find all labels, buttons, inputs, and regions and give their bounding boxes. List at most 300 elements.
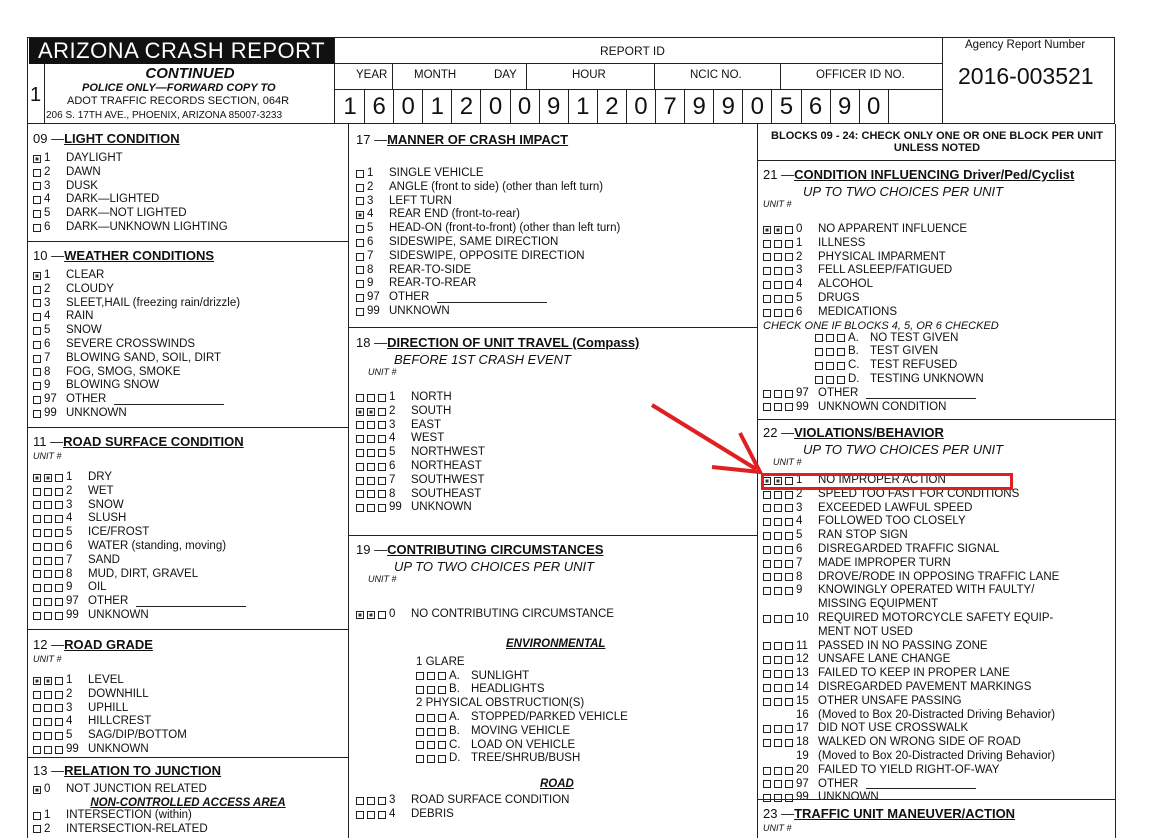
checkbox[interactable] <box>378 811 386 819</box>
checkbox[interactable] <box>55 529 63 537</box>
checkbox[interactable] <box>785 780 793 788</box>
option-row <box>763 401 1111 415</box>
checkbox[interactable] <box>774 573 782 581</box>
checkbox[interactable] <box>367 811 375 819</box>
checkbox[interactable] <box>33 410 41 418</box>
checkbox[interactable] <box>44 557 52 565</box>
checkbox[interactable] <box>33 515 41 523</box>
checkbox[interactable] <box>774 656 782 664</box>
checkbox[interactable] <box>774 725 782 733</box>
checkbox[interactable] <box>33 488 41 496</box>
option-label: LOAD ON VEHICLE <box>471 738 576 751</box>
checkbox[interactable] <box>44 732 52 740</box>
checkbox[interactable] <box>55 718 63 726</box>
checkbox[interactable] <box>44 612 52 620</box>
checkbox[interactable] <box>785 656 793 664</box>
checkbox[interactable] <box>826 362 834 370</box>
checkbox[interactable] <box>356 449 364 457</box>
option-number: 8 <box>367 263 374 276</box>
checkbox[interactable] <box>367 408 375 416</box>
checkbox[interactable] <box>33 612 41 620</box>
other-blank-field[interactable] <box>136 597 246 607</box>
checkbox[interactable] <box>367 394 375 402</box>
option-row <box>763 571 1111 585</box>
divider <box>526 63 527 89</box>
option-number: 5 <box>44 324 51 337</box>
checkbox[interactable] <box>356 463 364 471</box>
checkbox[interactable] <box>774 684 782 692</box>
checkbox[interactable] <box>774 281 782 289</box>
checkbox[interactable] <box>378 435 386 443</box>
other-blank-field[interactable] <box>114 395 224 405</box>
option-label: SINGLE VEHICLE <box>389 167 484 179</box>
checkbox[interactable] <box>33 474 41 482</box>
checkbox[interactable] <box>44 584 52 592</box>
section-title: MANNER OF CRASH IMPACT <box>387 132 569 147</box>
checkbox[interactable] <box>785 267 793 275</box>
checkbox[interactable] <box>416 728 424 736</box>
address-line: 206 S. 17TH AVE., PHOENIX, ARIZONA 85007-3233 <box>46 110 283 121</box>
option-number: 1 <box>796 236 803 249</box>
checkbox[interactable] <box>33 182 41 190</box>
option-label: OTHER <box>88 595 129 608</box>
checkbox[interactable] <box>815 348 823 356</box>
checkbox[interactable] <box>378 449 386 457</box>
checkbox[interactable] <box>774 226 782 234</box>
checkbox[interactable] <box>33 272 41 280</box>
checkbox[interactable] <box>356 435 364 443</box>
option-number: D. <box>848 372 860 385</box>
option-label: WEST <box>411 432 445 445</box>
checkbox[interactable] <box>763 642 771 650</box>
checkbox[interactable] <box>774 295 782 303</box>
checkbox[interactable] <box>785 615 793 623</box>
checkbox[interactable] <box>44 746 52 754</box>
checkbox[interactable] <box>55 488 63 496</box>
checkbox[interactable] <box>367 797 375 805</box>
checkbox[interactable] <box>44 529 52 537</box>
checkbox[interactable] <box>427 741 435 749</box>
checkbox[interactable] <box>44 677 52 685</box>
checkbox[interactable] <box>427 714 435 722</box>
checkbox[interactable] <box>763 240 771 248</box>
checkbox[interactable] <box>774 309 782 317</box>
checkbox[interactable] <box>427 755 435 763</box>
option-label: ILLNESS <box>818 236 866 249</box>
option-label: FAILED TO YIELD RIGHT-OF-WAY <box>818 763 1000 776</box>
checkbox[interactable] <box>378 408 386 416</box>
checkbox[interactable] <box>44 543 52 551</box>
checkbox[interactable] <box>33 382 41 390</box>
checkbox[interactable] <box>33 812 41 820</box>
checkbox[interactable] <box>33 327 41 335</box>
checkbox[interactable] <box>785 739 793 747</box>
checkbox[interactable] <box>774 532 782 540</box>
checkbox[interactable] <box>774 642 782 650</box>
checkbox[interactable] <box>763 587 771 595</box>
checkbox[interactable] <box>763 546 771 554</box>
section-title: RELATION TO JUNCTION <box>64 763 222 778</box>
checkbox[interactable] <box>763 684 771 692</box>
checkbox[interactable] <box>44 474 52 482</box>
section-subtitle: UP TO TWO CHOICES PER UNIT <box>803 184 1004 199</box>
checkbox[interactable] <box>367 504 375 512</box>
checkbox[interactable] <box>356 253 364 261</box>
option-row <box>33 554 343 568</box>
checkbox[interactable] <box>33 529 41 537</box>
option-row <box>356 291 751 305</box>
checkbox[interactable] <box>774 546 782 554</box>
checkbox[interactable] <box>55 746 63 754</box>
option-number: 3 <box>44 296 51 309</box>
checkbox[interactable] <box>356 225 364 233</box>
divider <box>757 160 1115 161</box>
option-number: 99 <box>44 406 57 419</box>
checkbox[interactable] <box>416 686 424 694</box>
checkbox[interactable] <box>774 253 782 261</box>
checkbox[interactable] <box>356 211 364 219</box>
option-label: DISREGARDED TRAFFIC SIGNAL <box>818 542 1000 555</box>
checkbox[interactable] <box>427 672 435 680</box>
checkbox[interactable] <box>785 518 793 526</box>
checkbox[interactable] <box>785 281 793 289</box>
checkbox[interactable] <box>378 394 386 402</box>
checkbox[interactable] <box>367 463 375 471</box>
option-row <box>763 306 1111 320</box>
checkbox[interactable] <box>33 368 41 376</box>
checkbox[interactable] <box>785 504 793 512</box>
option-row <box>33 352 343 366</box>
option-number: 18 <box>796 736 809 749</box>
checkbox[interactable] <box>427 686 435 694</box>
checkbox[interactable] <box>774 504 782 512</box>
option-label: DISREGARDED PAVEMENT MARKINGS <box>818 680 1032 693</box>
checkbox[interactable] <box>367 611 375 619</box>
checkbox[interactable] <box>763 780 771 788</box>
option-row <box>416 739 751 753</box>
option-row <box>815 345 1111 359</box>
checkbox[interactable] <box>356 266 364 274</box>
checkbox[interactable] <box>44 691 52 699</box>
checkbox[interactable] <box>33 155 41 163</box>
checkbox[interactable] <box>785 253 793 261</box>
checkbox[interactable] <box>378 797 386 805</box>
checkbox[interactable] <box>763 698 771 706</box>
checkbox[interactable] <box>785 491 793 499</box>
checkbox[interactable] <box>837 376 845 384</box>
option-row <box>763 598 1111 612</box>
checkbox[interactable] <box>55 474 63 482</box>
col-year: YEAR <box>356 69 388 81</box>
report-id-digit: 9 <box>540 90 569 123</box>
checkbox[interactable] <box>416 741 424 749</box>
checkbox[interactable] <box>785 684 793 692</box>
option-number: 4 <box>796 278 803 291</box>
checkbox[interactable] <box>815 334 823 342</box>
checkbox[interactable] <box>785 390 793 398</box>
checkbox[interactable] <box>55 570 63 578</box>
checkbox[interactable] <box>33 557 41 565</box>
checkbox[interactable] <box>356 797 364 805</box>
checkbox[interactable] <box>44 488 52 496</box>
checkbox[interactable] <box>378 504 386 512</box>
option-row <box>763 584 1111 598</box>
checkbox[interactable] <box>763 226 771 234</box>
option-list <box>416 670 751 698</box>
option-label: UNKNOWN <box>88 608 149 621</box>
checkbox[interactable] <box>763 767 771 775</box>
checkbox[interactable] <box>33 396 41 404</box>
checkbox[interactable] <box>33 313 41 321</box>
checkbox[interactable] <box>356 239 364 247</box>
checkbox[interactable] <box>763 615 771 623</box>
checkbox[interactable] <box>33 598 41 606</box>
checkbox[interactable] <box>785 573 793 581</box>
checkbox[interactable] <box>44 501 52 509</box>
checkbox[interactable] <box>55 732 63 740</box>
checkbox[interactable] <box>774 267 782 275</box>
checkbox[interactable] <box>378 463 386 471</box>
checkbox[interactable] <box>774 587 782 595</box>
checkbox[interactable] <box>438 755 446 763</box>
checkbox[interactable] <box>815 362 823 370</box>
option-list <box>33 269 343 421</box>
checkbox[interactable] <box>785 403 793 411</box>
checkbox[interactable] <box>55 515 63 523</box>
unit-label: UNIT # <box>33 654 62 664</box>
report-id-digit: 0 <box>860 90 889 123</box>
other-blank-field[interactable] <box>866 389 976 399</box>
checkbox[interactable] <box>438 672 446 680</box>
checkbox[interactable] <box>356 811 364 819</box>
checkbox[interactable] <box>44 598 52 606</box>
checkbox[interactable] <box>763 532 771 540</box>
checkbox[interactable] <box>367 435 375 443</box>
checkbox[interactable] <box>33 543 41 551</box>
option-number: 97 <box>367 291 380 304</box>
checkbox[interactable] <box>356 308 364 316</box>
checkbox[interactable] <box>33 825 41 833</box>
checkbox[interactable] <box>416 755 424 763</box>
section-subtitle: BEFORE 1ST CRASH EVENT <box>394 352 571 367</box>
checkbox[interactable] <box>774 390 782 398</box>
checkbox[interactable] <box>785 587 793 595</box>
checkbox[interactable] <box>785 767 793 775</box>
checkbox[interactable] <box>438 741 446 749</box>
checkbox[interactable] <box>44 515 52 523</box>
option-number: 6 <box>389 459 396 472</box>
checkbox[interactable] <box>826 334 834 342</box>
checkbox[interactable] <box>33 341 41 349</box>
checkbox[interactable] <box>367 490 375 498</box>
option-number: 2 <box>796 250 803 263</box>
checkbox[interactable] <box>378 421 386 429</box>
checkbox[interactable] <box>763 504 771 512</box>
checkbox[interactable] <box>44 718 52 726</box>
section-number: 19 — <box>356 542 388 557</box>
checkbox[interactable] <box>356 504 364 512</box>
checkbox[interactable] <box>763 295 771 303</box>
checkbox[interactable] <box>826 376 834 384</box>
checkbox[interactable] <box>774 240 782 248</box>
checkbox[interactable] <box>55 557 63 565</box>
option-number: 15 <box>796 694 809 707</box>
option-number: 8 <box>389 487 396 500</box>
section-number: 12 — <box>33 637 65 652</box>
checkbox[interactable] <box>356 197 364 205</box>
checkbox[interactable] <box>774 670 782 678</box>
checkbox[interactable] <box>763 560 771 568</box>
option-number: 99 <box>367 304 380 317</box>
checkbox[interactable] <box>785 295 793 303</box>
checkbox[interactable] <box>785 240 793 248</box>
checkbox[interactable] <box>33 786 41 794</box>
checkbox[interactable] <box>774 518 782 526</box>
checkbox[interactable] <box>356 490 364 498</box>
checkbox[interactable] <box>774 739 782 747</box>
checkbox[interactable] <box>785 642 793 650</box>
checkbox[interactable] <box>785 532 793 540</box>
checkbox[interactable] <box>33 732 41 740</box>
checkbox[interactable] <box>33 224 41 232</box>
checkbox[interactable] <box>356 394 364 402</box>
section-title: VIOLATIONS/BEHAVIOR <box>794 425 944 440</box>
unit-label: UNIT # <box>763 823 792 833</box>
checkbox[interactable] <box>367 449 375 457</box>
checkbox[interactable] <box>763 656 771 664</box>
checkbox[interactable] <box>763 267 771 275</box>
checkbox[interactable] <box>815 376 823 384</box>
checkbox[interactable] <box>837 362 845 370</box>
option-list <box>33 809 343 837</box>
checkbox[interactable] <box>33 299 41 307</box>
checkbox[interactable] <box>785 670 793 678</box>
other-blank-field[interactable] <box>866 779 976 789</box>
checkbox[interactable] <box>356 184 364 192</box>
option-label: KNOWINGLY OPERATED WITH FAULTY/ <box>818 584 1035 597</box>
checkbox[interactable] <box>356 280 364 288</box>
checkbox[interactable] <box>837 348 845 356</box>
checkbox[interactable] <box>826 348 834 356</box>
checkbox[interactable] <box>33 501 41 509</box>
checkbox[interactable] <box>763 253 771 261</box>
checkbox[interactable] <box>33 169 41 177</box>
checkbox[interactable] <box>774 615 782 623</box>
checkbox[interactable] <box>785 226 793 234</box>
checkbox[interactable] <box>356 294 364 302</box>
checkbox[interactable] <box>356 611 364 619</box>
option-number: 6 <box>367 235 374 248</box>
checkbox[interactable] <box>55 612 63 620</box>
report-id-digit: 9 <box>831 90 860 123</box>
option-row <box>33 485 343 499</box>
checkbox[interactable] <box>438 686 446 694</box>
checkbox[interactable] <box>763 670 771 678</box>
checkbox[interactable] <box>33 584 41 592</box>
checkbox[interactable] <box>785 309 793 317</box>
col-hour: HOUR <box>572 69 606 81</box>
checkbox[interactable] <box>356 170 364 178</box>
checkbox[interactable] <box>763 725 771 733</box>
checkbox[interactable] <box>33 704 41 712</box>
checkbox[interactable] <box>44 704 52 712</box>
checkbox[interactable] <box>774 780 782 788</box>
checkbox[interactable] <box>438 714 446 722</box>
checkbox[interactable] <box>763 491 771 499</box>
checkbox[interactable] <box>55 704 63 712</box>
checkbox[interactable] <box>33 355 41 363</box>
checkbox[interactable] <box>356 408 364 416</box>
checkbox[interactable] <box>33 691 41 699</box>
option-row <box>763 695 1111 709</box>
option-number: 1 <box>44 269 51 281</box>
checkbox[interactable] <box>763 518 771 526</box>
checkbox[interactable] <box>55 691 63 699</box>
checkbox[interactable] <box>55 598 63 606</box>
section-subtitle: UP TO TWO CHOICES PER UNIT <box>803 442 1004 457</box>
checkbox[interactable] <box>416 672 424 680</box>
checkbox[interactable] <box>55 543 63 551</box>
option-row <box>356 608 751 622</box>
checkbox[interactable] <box>44 570 52 578</box>
checkbox[interactable] <box>774 767 782 775</box>
checkbox[interactable] <box>367 421 375 429</box>
checkbox[interactable] <box>378 477 386 485</box>
checkbox[interactable] <box>367 477 375 485</box>
checkbox[interactable] <box>416 714 424 722</box>
checkbox[interactable] <box>837 334 845 342</box>
option-label: ANGLE (front to side) (other than left turn) <box>389 180 604 193</box>
checkbox[interactable] <box>33 718 41 726</box>
option-label: TEST REFUSED <box>870 359 958 372</box>
checkbox[interactable] <box>33 196 41 204</box>
checkbox[interactable] <box>763 739 771 747</box>
divider <box>27 241 348 242</box>
checkbox[interactable] <box>774 560 782 568</box>
unit-label: UNIT # <box>773 457 802 467</box>
checkbox[interactable] <box>774 403 782 411</box>
checkbox[interactable] <box>55 584 63 592</box>
checkbox[interactable] <box>356 477 364 485</box>
checkbox[interactable] <box>785 698 793 706</box>
checkbox[interactable] <box>378 490 386 498</box>
checkbox[interactable] <box>785 546 793 554</box>
checkbox[interactable] <box>785 725 793 733</box>
checkbox[interactable] <box>438 728 446 736</box>
checkbox[interactable] <box>33 570 41 578</box>
checkbox[interactable] <box>33 210 41 218</box>
checkbox[interactable] <box>763 309 771 317</box>
checkbox[interactable] <box>55 501 63 509</box>
checkbox[interactable] <box>763 281 771 289</box>
checkbox[interactable] <box>774 698 782 706</box>
checkbox[interactable] <box>33 746 41 754</box>
option-row <box>33 688 343 702</box>
checkbox[interactable] <box>774 491 782 499</box>
checkbox[interactable] <box>356 421 364 429</box>
option-row <box>763 778 1111 792</box>
checkbox[interactable] <box>33 286 41 294</box>
other-blank-field[interactable] <box>437 293 547 303</box>
checkbox[interactable] <box>33 677 41 685</box>
option-number: C. <box>848 359 860 372</box>
option-number: 3 <box>44 179 51 192</box>
checkbox[interactable] <box>378 611 386 619</box>
checkbox[interactable] <box>55 677 63 685</box>
checkbox[interactable] <box>785 560 793 568</box>
checkbox[interactable] <box>763 573 771 581</box>
checkbox[interactable] <box>427 728 435 736</box>
